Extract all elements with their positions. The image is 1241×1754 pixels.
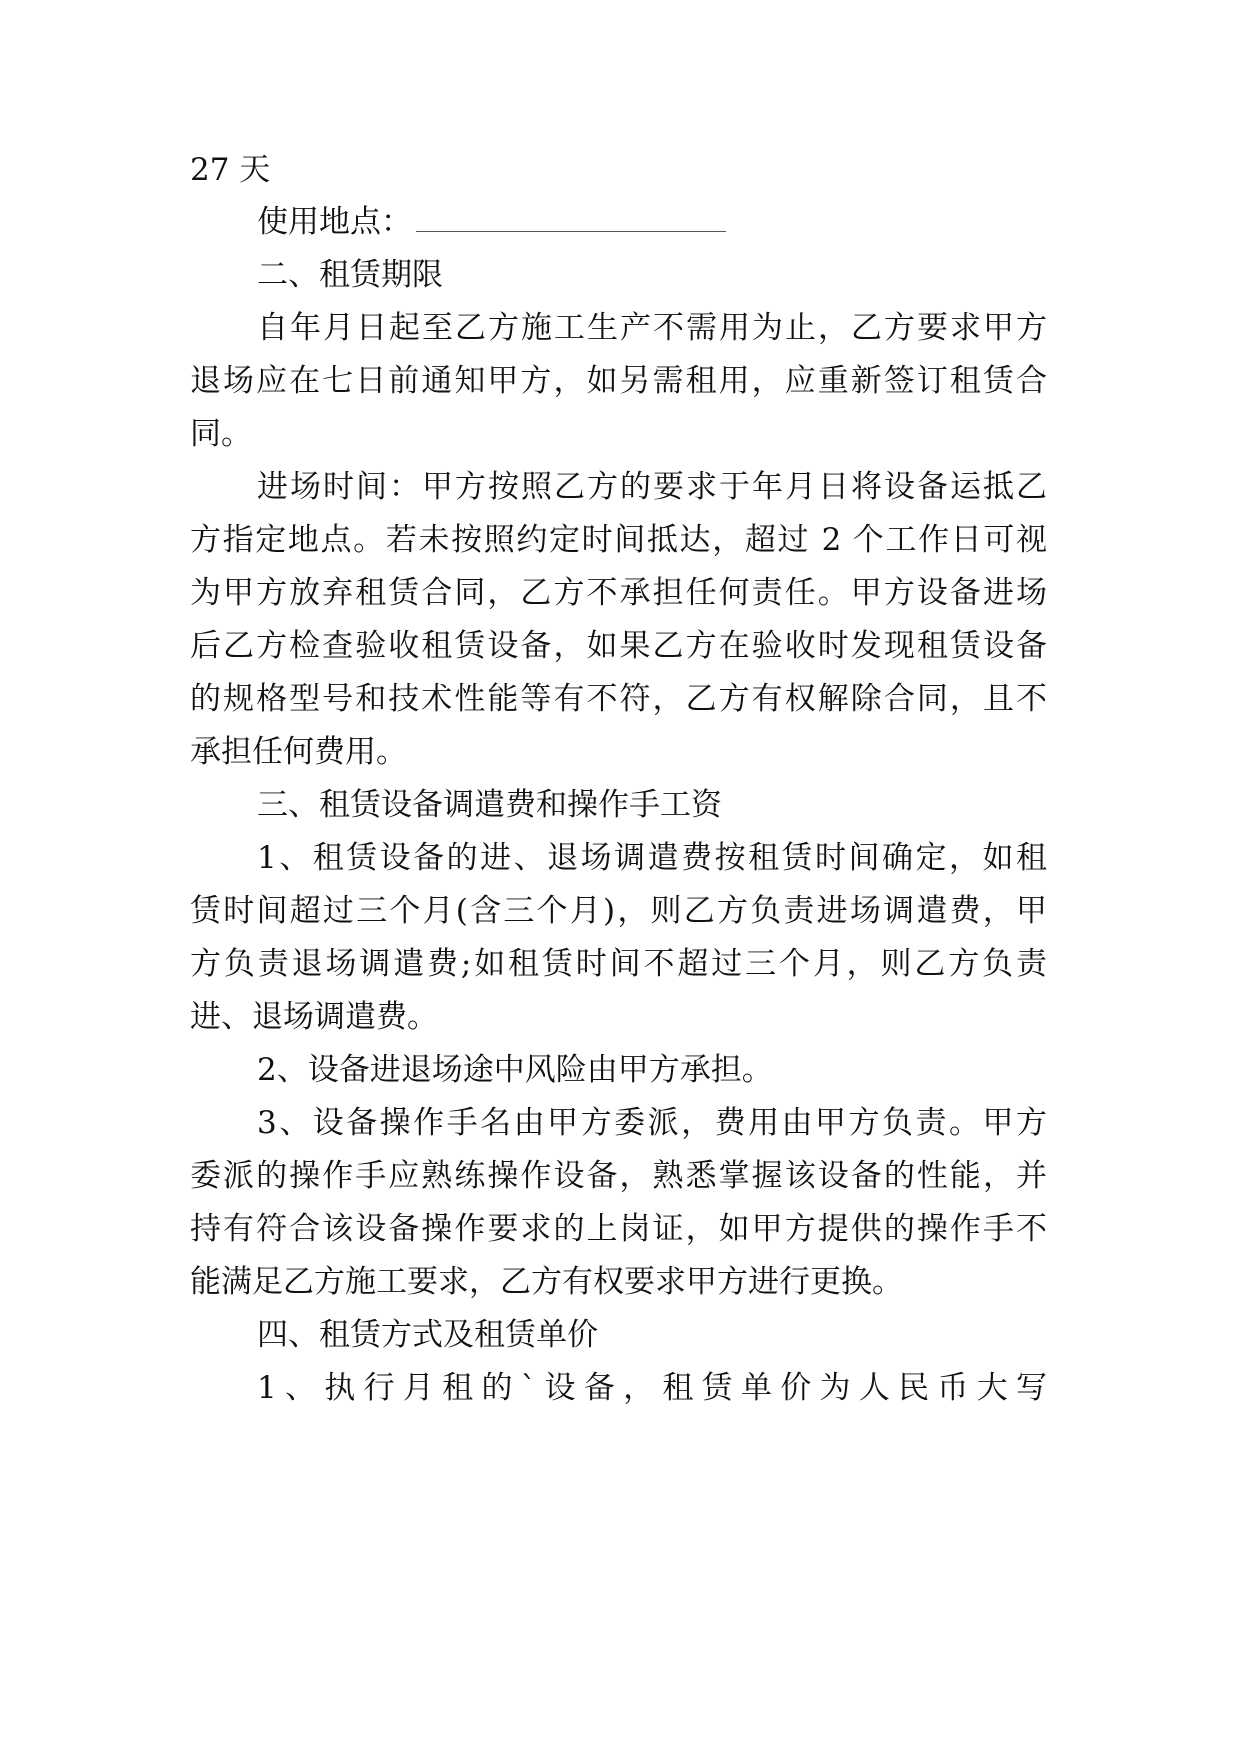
text-line-17: 进、退场调遣费。 [190, 999, 438, 1035]
text-line-12: 承担任何费用。 [190, 734, 407, 770]
text-line-24: 1、执行月租的`设备，租赁单价为人民币大写 [257, 1370, 1047, 1406]
text-line-10: 后乙方检查验收租赁设备，如果乙方在验收时发现租赁设备 [190, 628, 1047, 664]
usage-location-label: 使用地点： [257, 204, 412, 240]
text-line-15: 赁时间超过三个月(含三个月)，则乙方负责进场调遣费，甲 [190, 893, 1047, 929]
text-line-19: 3、设备操作手名由甲方委派，费用由甲方负责。甲方 [257, 1105, 1047, 1141]
section-heading-4: 四、租赁方式及租赁单价 [257, 1317, 598, 1353]
text-line-8: 方指定地点。若未按照约定时间抵达，超过 2 个工作日可视 [190, 522, 1047, 558]
text-line-4: 自年月日起至乙方施工生产不需用为止，乙方要求甲方 [257, 310, 1047, 346]
text-line-7: 进场时间：甲方按照乙方的要求于年月日将设备运抵乙 [257, 469, 1047, 505]
usage-location-line [257, 200, 726, 244]
text-line-16: 方负责退场调遣费;如租赁时间不超过三个月，则乙方负责 [190, 946, 1047, 982]
text-line-14: 1、租赁设备的进、退场调遣费按租赁时间确定，如租 [257, 840, 1047, 876]
usage-location-blank [416, 205, 726, 232]
text-line-9: 为甲方放弃租赁合同，乙方不承担任何责任。甲方设备进场 [190, 575, 1047, 611]
section-heading-3: 三、租赁设备调遣费和操作手工资 [257, 787, 722, 823]
text-line-22: 能满足乙方施工要求，乙方有权要求甲方进行更换。 [190, 1264, 903, 1300]
text-line-18: 2、设备进退场途中风险由甲方承担。 [257, 1052, 773, 1088]
text-line-21: 持有符合该设备操作要求的上岗证，如甲方提供的操作手不 [190, 1211, 1047, 1247]
text-line-1: 27 天 [190, 152, 271, 188]
text-line-5: 退场应在七日前通知甲方，如另需租用，应重新签订租赁合 [190, 363, 1047, 399]
text-line-11: 的规格型号和技术性能等有不符，乙方有权解除合同，且不 [190, 681, 1047, 717]
text-line-6: 同。 [190, 416, 252, 452]
text-line-20: 委派的操作手应熟练操作设备，熟悉掌握该设备的性能，并 [190, 1158, 1047, 1194]
section-heading-2: 二、租赁期限 [257, 257, 443, 293]
